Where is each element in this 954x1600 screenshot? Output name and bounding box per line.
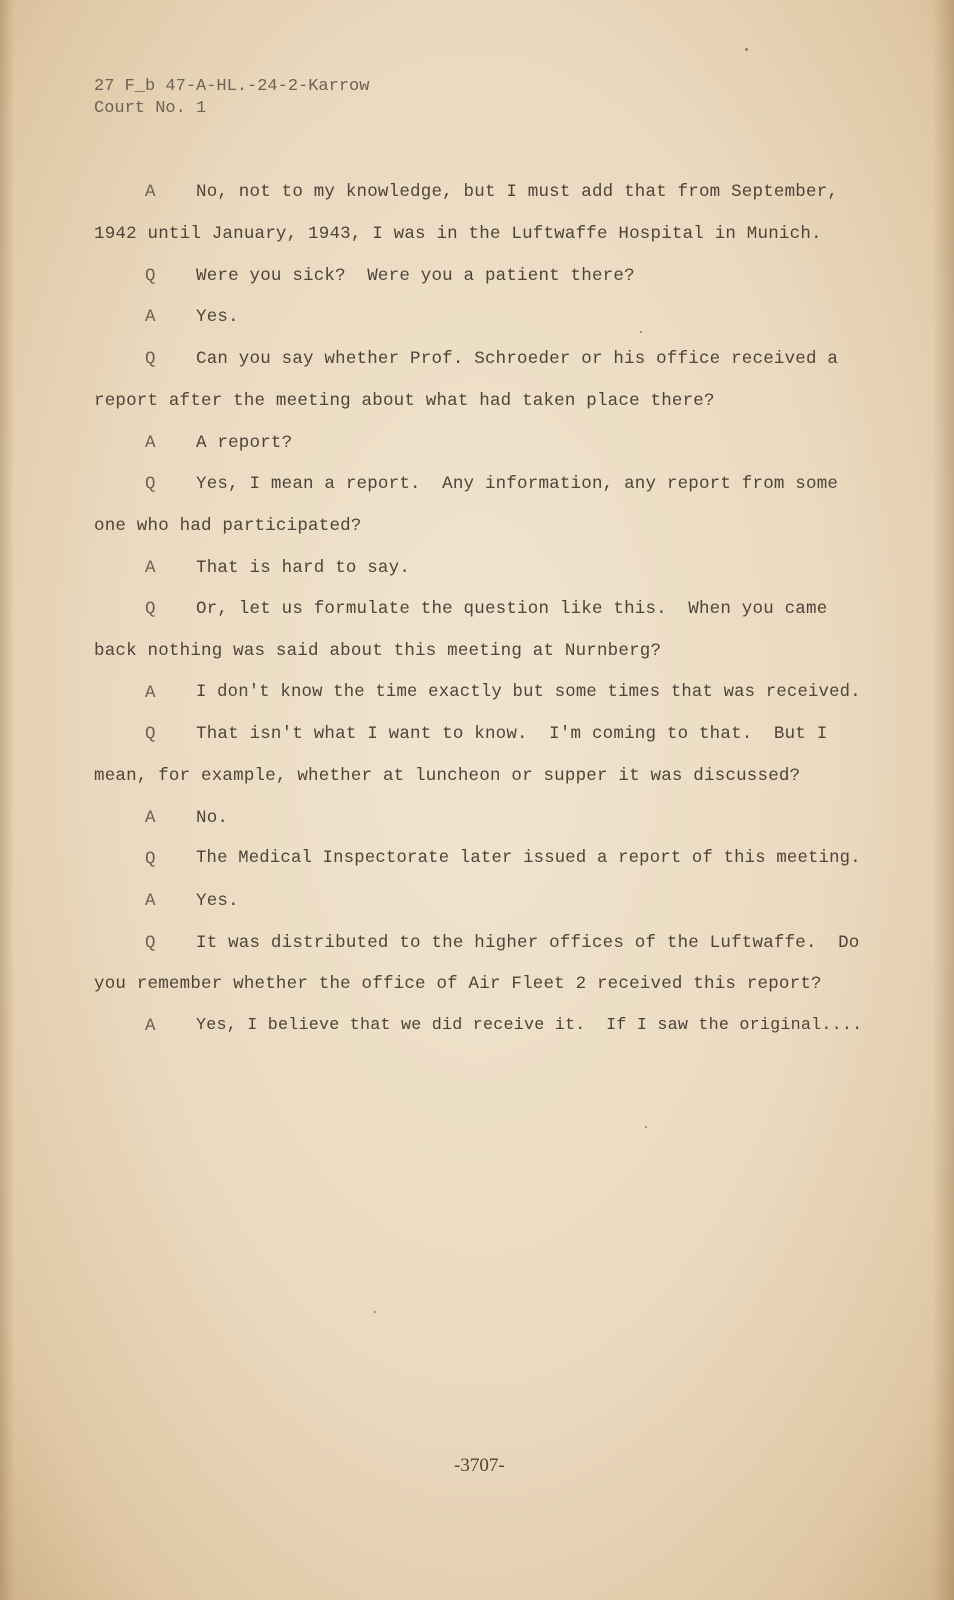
transcript-line: one who had participated? bbox=[94, 516, 362, 536]
speaker-label: Q bbox=[145, 933, 156, 953]
speaker-label: Q bbox=[145, 349, 156, 369]
document-header bbox=[94, 76, 369, 120]
speaker-label: A bbox=[145, 307, 156, 327]
transcript-line: you remember whether the office of Air Fleet 2 received this report? bbox=[94, 974, 822, 994]
transcript-line: That isn't what I want to know. I'm coming to that. But I bbox=[196, 724, 828, 744]
speaker-label: A bbox=[145, 891, 156, 911]
speaker-label: Q bbox=[145, 724, 156, 744]
speaker-label: Q bbox=[145, 474, 156, 494]
speaker-label: A bbox=[145, 433, 156, 453]
speaker-label: A bbox=[145, 1016, 156, 1036]
speaker-label: Q bbox=[145, 849, 156, 869]
transcript-line: Yes, I believe that we did receive it. If I saw the original.... bbox=[196, 1016, 863, 1035]
page-number: -3707- bbox=[454, 1455, 505, 1476]
header-court: Court No. 1 bbox=[94, 99, 207, 118]
page-right-edge bbox=[932, 0, 954, 1600]
page-left-edge bbox=[0, 0, 14, 1600]
speaker-label: A bbox=[145, 808, 156, 828]
transcript-line: A report? bbox=[196, 433, 293, 453]
speaker-label: A bbox=[145, 683, 156, 703]
transcript-line: Yes. bbox=[196, 307, 239, 327]
speaker-label: Q bbox=[145, 599, 156, 619]
paper-speck bbox=[640, 331, 642, 333]
transcript-line: That is hard to say. bbox=[196, 558, 411, 578]
transcript-line: back nothing was said about this meeting at Nurnberg? bbox=[94, 641, 662, 661]
transcript-line: It was distributed to the higher offices of the Luftwaffe. Do bbox=[196, 933, 860, 953]
speaker-label: A bbox=[145, 558, 156, 578]
transcript-line: Or, let us formulate the question like this. When you came bbox=[196, 599, 828, 619]
paper-speck bbox=[645, 1126, 647, 1128]
transcript-line: 1942 until January, 1943, I was in the Luftwaffe Hospital in Munich. bbox=[94, 224, 822, 244]
transcript-line: Yes. bbox=[196, 891, 239, 911]
speaker-label: A bbox=[145, 182, 156, 202]
transcript-line: No, not to my knowledge, but I must add that from September, bbox=[196, 182, 839, 202]
header-reference: 27 F_b 47-A-HL.-24-2-Karrow bbox=[94, 77, 370, 96]
transcript-line: No. bbox=[196, 808, 229, 828]
transcript-line: I don't know the time exactly but some times that was received. bbox=[196, 683, 861, 702]
transcript-line: Can you say whether Prof. Schroeder or his office received a bbox=[196, 349, 839, 369]
transcript-line: mean, for example, whether at luncheon or supper it was discussed? bbox=[94, 766, 801, 786]
paper-speck bbox=[745, 48, 748, 51]
paper-speck bbox=[374, 1311, 376, 1313]
transcript-line: report after the meeting about what had taken place there? bbox=[94, 391, 715, 411]
transcript-line: Yes, I mean a report. Any information, any report from some bbox=[196, 474, 839, 494]
transcript-line: Were you sick? Were you a patient there? bbox=[196, 266, 635, 286]
transcript-line: The Medical Inspectorate later issued a report of this meeting. bbox=[196, 849, 861, 868]
speaker-label: Q bbox=[145, 266, 156, 286]
